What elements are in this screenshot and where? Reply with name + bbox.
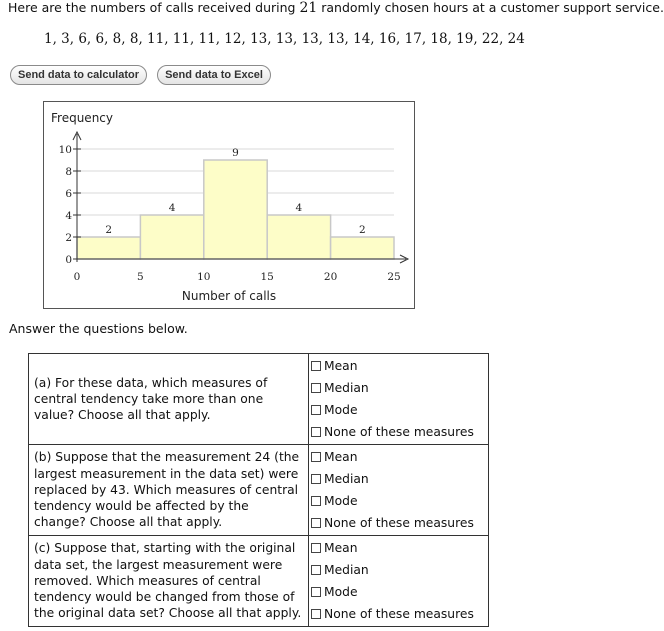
choice-label: Median: [324, 381, 369, 395]
choice-b-none-of-these-measures[interactable]: [310, 512, 486, 534]
choice-c-median[interactable]: [310, 559, 486, 581]
bar-0: [77, 237, 140, 259]
y-tick-label: 4: [65, 210, 72, 222]
checkbox[interactable]: [311, 405, 321, 415]
choice-a-none-of-these-measures[interactable]: [310, 421, 486, 443]
checkbox[interactable]: [311, 565, 321, 575]
histogram-chart: [44, 102, 414, 308]
intro-after: randomly chosen hours at a customer support service.: [317, 0, 664, 15]
bar-label-4: 2: [358, 224, 366, 236]
choice-a-median[interactable]: [310, 377, 486, 399]
y-tick-label: 0: [65, 254, 72, 266]
intro-count: 21: [299, 0, 318, 16]
checkbox[interactable]: [311, 427, 321, 437]
choice-a-mode[interactable]: [310, 399, 486, 421]
choice-b-mean[interactable]: [310, 446, 486, 468]
choice-c-mean[interactable]: [310, 537, 486, 559]
y-tick-label: 6: [65, 188, 72, 200]
question-text-a: (a) For these data, which measures of central tendency take more than one value? Choose all that apply.: [29, 354, 309, 445]
question-row-b: [29, 445, 489, 536]
bar-label-1: 4: [168, 202, 176, 214]
choice-label: None of these measures: [324, 425, 474, 439]
checkbox[interactable]: [311, 361, 321, 371]
choice-label: Mean: [324, 541, 358, 555]
histogram-panel: [43, 101, 415, 309]
y-tick-label: 10: [58, 144, 72, 156]
checkbox[interactable]: [311, 474, 321, 484]
problem-intro: [8, 0, 664, 16]
choice-label: None of these measures: [324, 607, 474, 621]
x-tick-label: 10: [197, 271, 211, 283]
choice-label: Mode: [324, 585, 358, 599]
x-tick-label: 25: [387, 271, 401, 283]
question-text-b: (b) Suppose that the measurement 24 (the largest measurement in the data set) were replaced by 43. Which measures of central tendency would be affected by the change? Choose all that apply.: [29, 445, 309, 536]
choice-label: Mode: [324, 403, 358, 417]
send-to-calculator-label: Send data to calculator: [17, 69, 140, 81]
y-axis-title: Frequency: [51, 111, 113, 125]
data-list: 1, 3, 6, 6, 8, 8, 11, 11, 11, 12, 13, 13, 13, 13, 14, 16, 17, 18, 19, 22, 24: [44, 31, 525, 47]
question-choices-b: [309, 445, 489, 536]
question-choices-c: [309, 536, 489, 627]
bar-label-3: 4: [295, 202, 303, 214]
checkbox[interactable]: [311, 518, 321, 528]
choice-label: Mode: [324, 494, 358, 508]
send-to-calculator-button[interactable]: [10, 65, 147, 85]
question-row-a: [29, 354, 489, 445]
x-tick-label: 20: [323, 271, 338, 283]
choice-c-none-of-these-measures[interactable]: [310, 603, 486, 625]
choice-label: None of these measures: [324, 516, 474, 530]
checkbox[interactable]: [311, 452, 321, 462]
checkbox[interactable]: [311, 587, 321, 597]
choice-c-mode[interactable]: [310, 581, 486, 603]
bar-3: [267, 215, 330, 259]
x-tick-label: 0: [73, 271, 81, 283]
choice-label: Median: [324, 563, 369, 577]
checkbox[interactable]: [311, 543, 321, 553]
choice-a-mean[interactable]: [310, 355, 486, 377]
x-axis-title: Number of calls: [181, 289, 277, 303]
y-tick-label: 2: [65, 232, 72, 244]
choice-label: Mean: [324, 450, 358, 464]
choice-label: Mean: [324, 359, 358, 373]
intro-before: Here are the numbers of calls received during: [8, 0, 300, 15]
bar-label-2: 9: [232, 147, 239, 159]
question-row-c: [29, 536, 489, 627]
x-tick-label: 5: [137, 271, 144, 283]
question-text-c: (c) Suppose that, starting with the original data set, the largest measurement were removed. Which measures of central tendency would be changed from those of the original data set? Choose all that apply.: [29, 536, 309, 627]
bar-2: [204, 160, 267, 259]
choice-b-median[interactable]: [310, 468, 486, 490]
checkbox[interactable]: [311, 609, 321, 619]
send-to-excel-button[interactable]: [157, 65, 271, 85]
answer-instructions: Answer the questions below.: [9, 321, 188, 336]
bar-label-0: 2: [105, 224, 113, 236]
checkbox[interactable]: [311, 496, 321, 506]
choice-b-mode[interactable]: [310, 490, 486, 512]
bar-1: [140, 215, 203, 259]
send-to-excel-label: Send data to Excel: [165, 69, 263, 81]
x-tick-label: 15: [260, 271, 274, 283]
bar-4: [331, 237, 394, 259]
choice-label: Median: [324, 472, 369, 486]
checkbox[interactable]: [311, 383, 321, 393]
y-tick-label: 8: [65, 166, 72, 178]
questions-table: [28, 353, 489, 627]
question-choices-a: [309, 354, 489, 445]
